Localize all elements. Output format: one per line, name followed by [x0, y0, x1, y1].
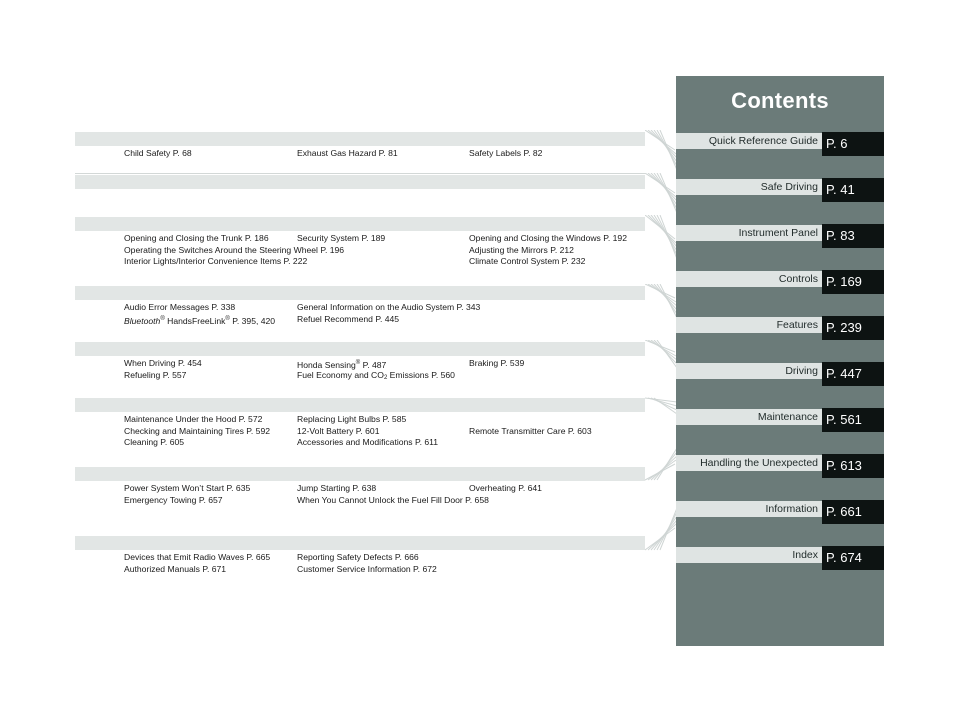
tab-page-number: P. 169 [822, 270, 884, 294]
tab-information[interactable] [676, 500, 884, 524]
tab-maintenance[interactable] [676, 408, 884, 432]
entry-link[interactable]: Adjusting the Mirrors P. 212 [469, 244, 574, 255]
entry-link[interactable]: Exhaust Gas Hazard P. 81 [297, 148, 398, 158]
entry-pages: P. 395, 420 [229, 315, 276, 326]
section-band-maintenance [75, 398, 645, 412]
entry-link[interactable]: Remote Transmitter Care P. 603 [469, 425, 592, 436]
tab-page-number: P. 613 [822, 454, 884, 478]
entry-link[interactable]: Authorized Manuals P. 671 [124, 563, 227, 574]
fan-leader-driving [645, 340, 677, 380]
entry-link[interactable]: Accessories and Modifications P. 611 [297, 437, 439, 447]
section-band-features [75, 286, 645, 300]
fan-leader-unexpected [645, 440, 677, 485]
tab-safe-driving[interactable] [676, 178, 884, 202]
tab-label: Features [676, 317, 822, 333]
entry-link[interactable]: Audio Error Messages P. 338 [124, 302, 236, 312]
entry-link[interactable]: When Driving P. 454 [124, 358, 202, 368]
entry-link[interactable]: Checking and Maintaining Tires P. 592 [124, 425, 271, 436]
contents-panel [676, 76, 884, 646]
tab-quick-reference-guide[interactable] [676, 132, 884, 156]
tab-instrument-panel[interactable] [676, 224, 884, 248]
entry-link[interactable]: Refueling P. 557 [124, 369, 187, 380]
tab-page-number: P. 41 [822, 178, 884, 202]
entry-link[interactable]: Customer Service Information P. 672 [297, 563, 437, 574]
entry-link[interactable]: Refuel Recommend P. 445 [297, 313, 400, 324]
entry-link[interactable]: Overheating P. 641 [469, 483, 542, 493]
tab-features[interactable] [676, 316, 884, 340]
tab-page-number: P. 561 [822, 408, 884, 432]
tab-page-number: P. 6 [822, 132, 884, 156]
tab-page-number: P. 83 [822, 224, 884, 248]
tab-page-number: P. 239 [822, 316, 884, 340]
tab-label: Quick Reference Guide [676, 133, 822, 149]
entry-link[interactable]: Devices that Emit Radio Waves P. 665 [124, 552, 271, 562]
tab-label: Index [676, 547, 822, 563]
entry-text: HandsFreeLink [164, 315, 226, 326]
entry-link[interactable] [297, 358, 455, 370]
tab-page-number: P. 674 [822, 546, 884, 570]
subscript-2: 2 [383, 374, 388, 381]
fan-leader-maintenance [645, 396, 677, 426]
entry-link[interactable]: Jump Starting P. 638 [297, 483, 377, 493]
registered-mark: ® [225, 315, 230, 322]
entry-link[interactable]: Climate Control System P. 232 [469, 256, 586, 266]
entry-link[interactable] [297, 370, 455, 382]
entry-link[interactable]: Interior Lights/Interior Convenience Items P. 222 [124, 256, 308, 266]
entry-link[interactable]: 12-Volt Battery P. 601 [297, 425, 380, 436]
section-band-controls [75, 217, 645, 231]
registered-mark: ® [355, 360, 361, 366]
tab-controls[interactable] [676, 270, 884, 294]
tab-driving[interactable] [676, 362, 884, 386]
registered-mark: ® [160, 315, 165, 322]
bluetooth-brand: Bluetooth [124, 315, 161, 326]
entry-link[interactable]: Operating the Switches Around the Steering Wheel P. 196 [124, 244, 345, 255]
tab-label: Safe Driving [676, 179, 822, 195]
entry-link[interactable]: Cleaning P. 605 [124, 437, 185, 447]
entry-link[interactable]: Security System P. 189 [297, 233, 386, 243]
entry-pages: P. 487 [360, 359, 387, 370]
tab-label: Controls [676, 271, 822, 287]
entry-pages: Emissions P. 560 [387, 369, 455, 380]
entry-link[interactable]: Braking P. 539 [469, 358, 525, 368]
entry-link[interactable]: Opening and Closing the Windows P. 192 [469, 233, 627, 243]
tab-label: Maintenance [676, 409, 822, 425]
tab-label: Handling the Unexpected [676, 455, 822, 471]
section-band-driving [75, 342, 645, 356]
entry-link[interactable]: Maintenance Under the Hood P. 572 [124, 414, 263, 424]
entry-link[interactable]: General Information on the Audio System P. 343 [297, 302, 481, 312]
fan-leader-controls [645, 215, 677, 275]
entry-link[interactable]: Emergency Towing P. 657 [124, 494, 223, 505]
fan-leader-features [645, 284, 677, 334]
tab-page-number: P. 447 [822, 362, 884, 386]
section-band-safe-driving [75, 132, 645, 146]
entry-link[interactable]: Opening and Closing the Trunk P. 186 [124, 233, 269, 243]
section-band-information [75, 536, 645, 550]
panel-title: Contents [731, 88, 829, 113]
entry-link[interactable]: Reporting Safety Defects P. 666 [297, 552, 419, 562]
section-band-instrument-panel [75, 175, 645, 189]
tab-handling-the-unexpected[interactable] [676, 454, 884, 478]
section-band-unexpected [75, 467, 645, 481]
entry-link[interactable]: Replacing Light Bulbs P. 585 [297, 414, 407, 424]
entry-text: Fuel Economy and CO [297, 369, 384, 380]
tab-label: Driving [676, 363, 822, 379]
entry-link[interactable]: Safety Labels P. 82 [469, 148, 543, 158]
entry-link[interactable] [124, 314, 275, 326]
divider [75, 173, 645, 174]
tab-label: Information [676, 501, 822, 517]
entry-link[interactable]: Child Safety P. 68 [124, 148, 192, 158]
tab-page-number: P. 661 [822, 500, 884, 524]
tab-label: Instrument Panel [676, 225, 822, 241]
entry-link[interactable]: When You Cannot Unlock the Fuel Fill Door P. 658 [297, 494, 489, 505]
entry-link[interactable]: Power System Won’t Start P. 635 [124, 483, 251, 493]
fan-leader-information [645, 498, 677, 553]
tab-index[interactable] [676, 546, 884, 570]
entry-text: Honda Sensing [297, 359, 356, 370]
